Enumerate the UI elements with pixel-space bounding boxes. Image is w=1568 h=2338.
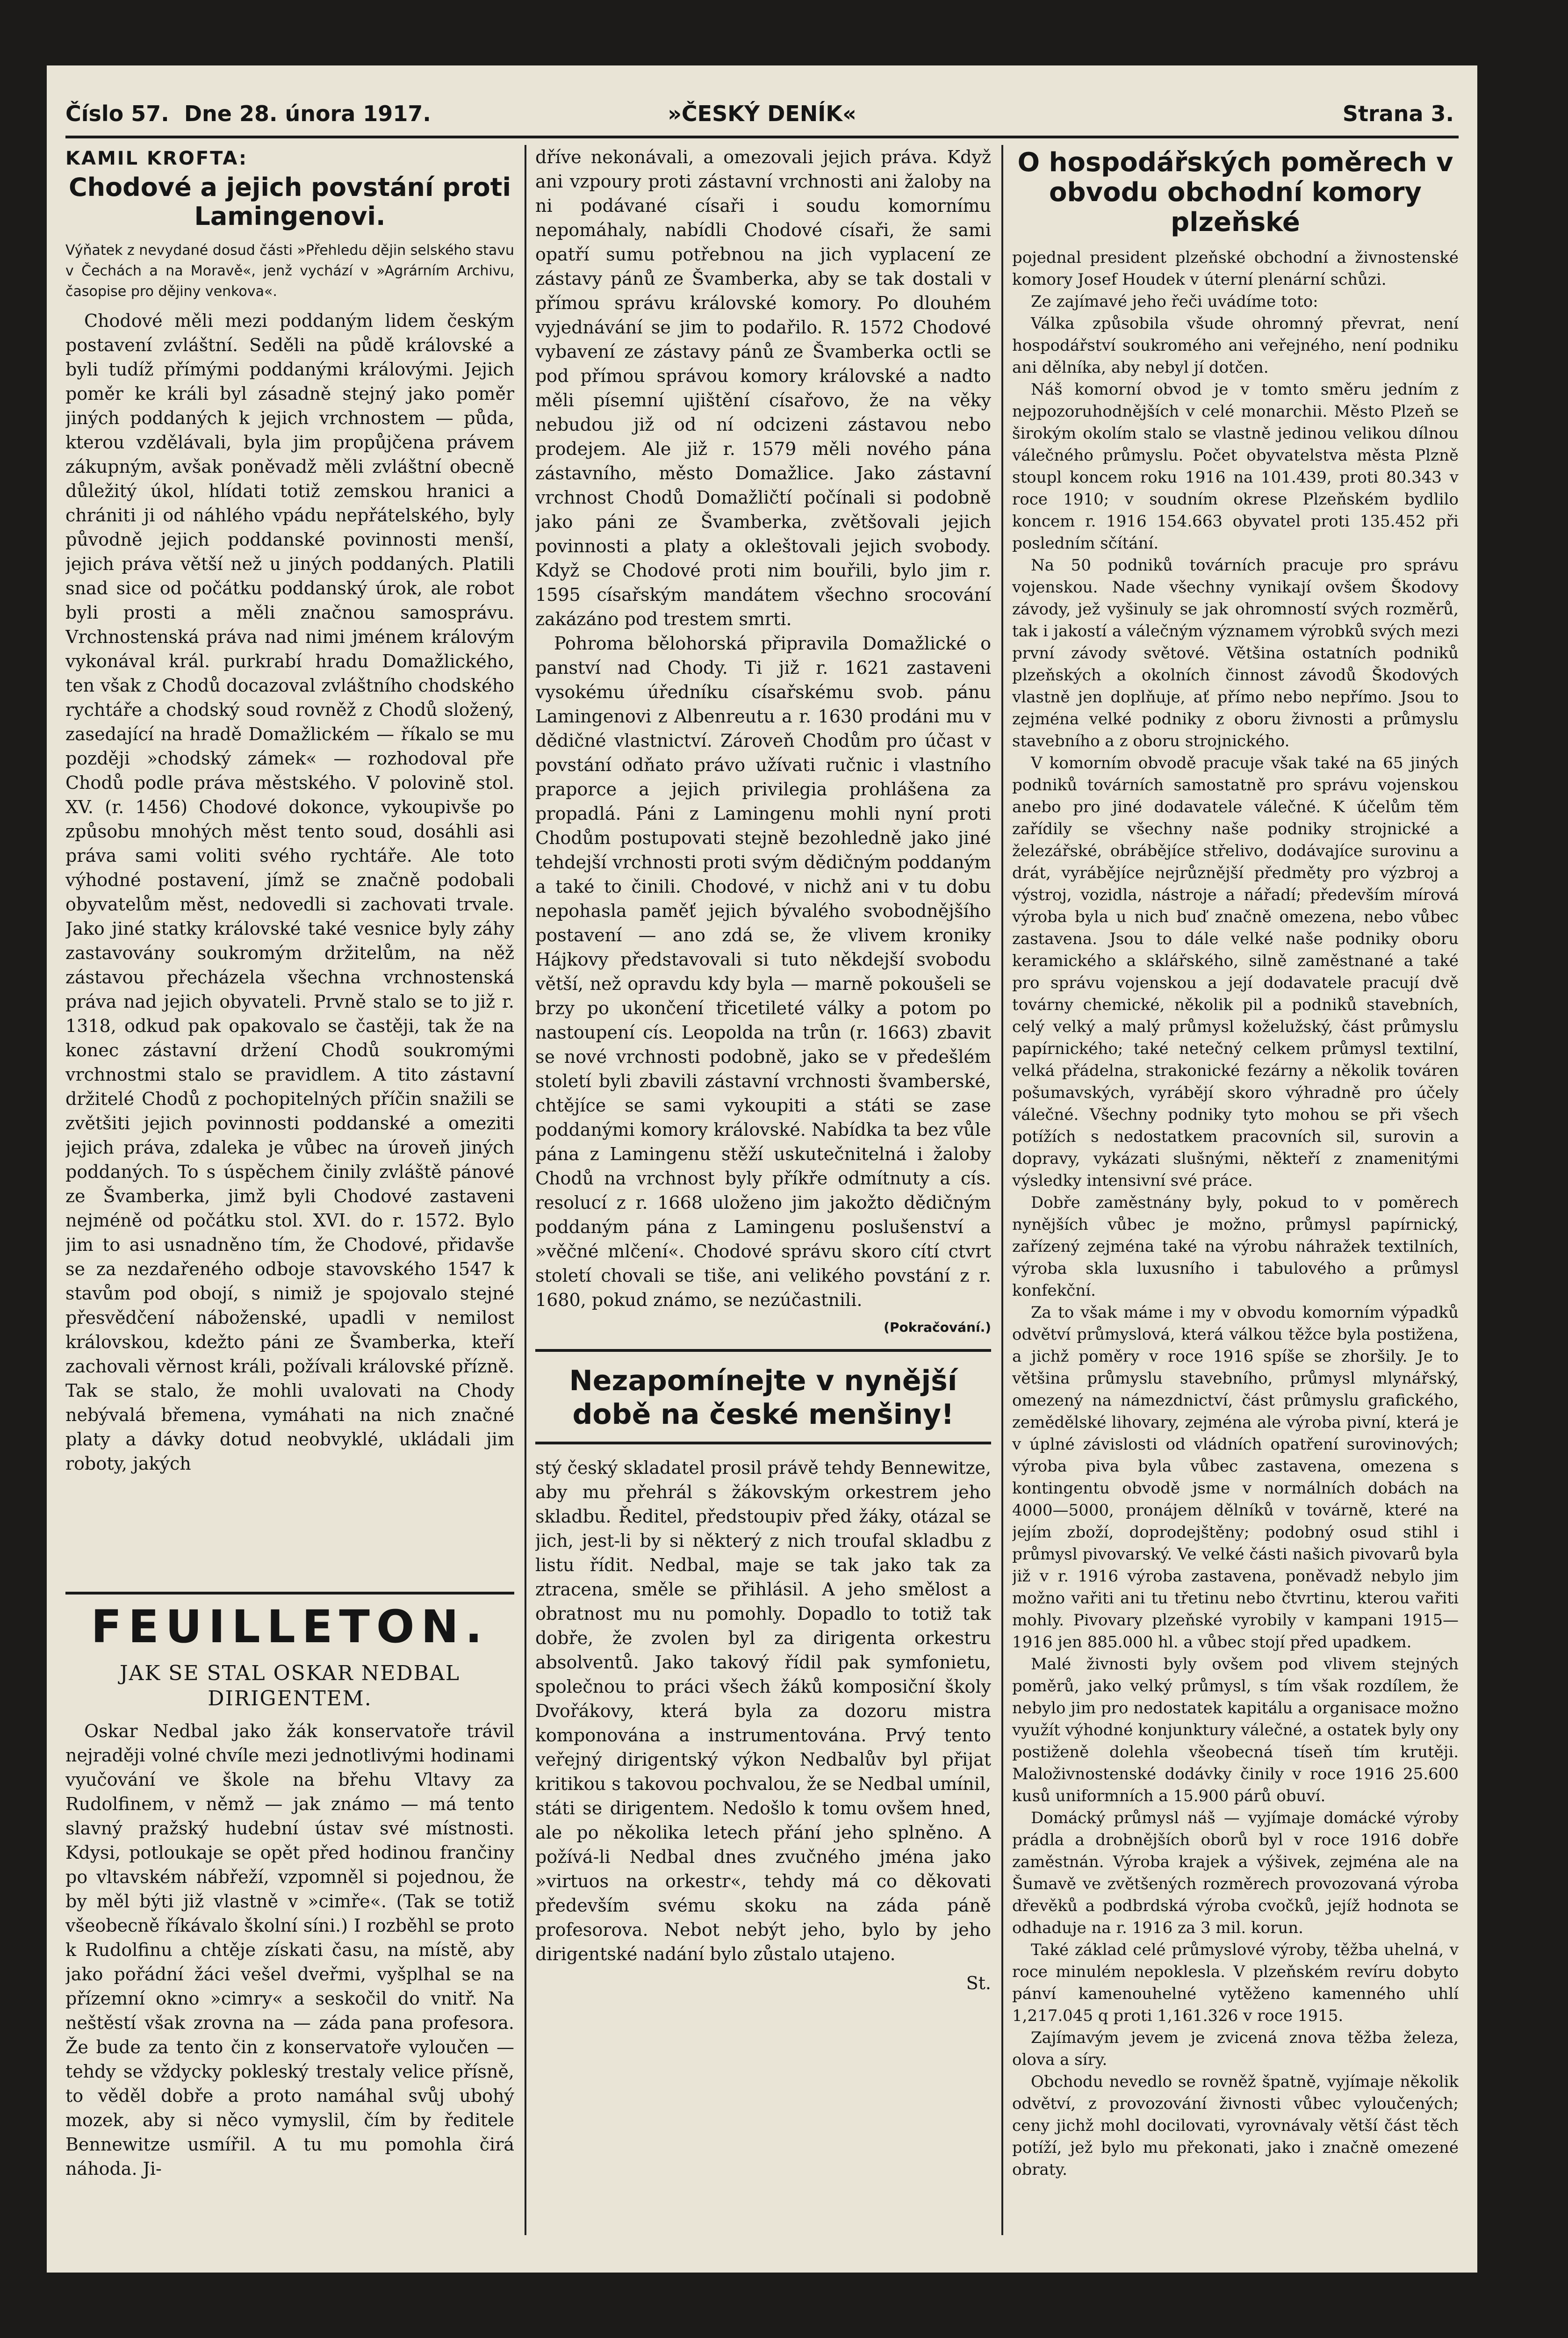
newspaper-page	[47, 65, 1477, 2273]
article-author: KAMIL KROFTA:	[65, 148, 248, 169]
economy-paragraph: Dobře zaměstnány byly, pokud to v poměrech nynějších vůbec je možno, průmysl papírnický, zařízený zejména také na výrobu náhražek textilních, výroba skla luxusního i tabulového a průmysl konfekční.	[1012, 1193, 1459, 1300]
page-number: Strana 3.	[1342, 101, 1454, 126]
economy-paragraph: Malé živnosti byly ovšem pod vlivem stejných poměrů, jako velký průmysl, s tím však rozdílem, že nebylo jim pro nedostatek kapitálu a organisace možno využít výhodné konjunktury válečné, a ostatek byly ony postiženě dolehla všeobecná tíseň tím krutěji. Maloživnostenské dodávky činily v roce 1916 25.600 kusů uniformních a 15.900 párů obuví.	[1012, 1655, 1459, 1805]
economy-paragraph: Domácký průmysl náš — vyjímaje domácké výroby prádla a drobnějších oborů byl v roce 1916 dobře zaměstnán. Výroba krajek a výšivek, zejména ale na Šumavě ve zvětšených rozměrech provozovaná výroba dřevěků a podbrdská výroba cvočků, jejíž hodnota se odhaduje na r. 1916 za 3 mil. korun.	[1012, 1809, 1459, 1937]
article-headline: Chodové a jejich povstání proti Lamingenovi.	[68, 173, 511, 231]
column-3	[1012, 145, 1459, 2235]
economy-headline: O hospodářských poměrech v obvodu obchodní komory plzeňské	[1017, 147, 1453, 238]
continued-note: (Pokračování.)	[884, 1320, 991, 1335]
economy-paragraph: Za to však máme i my v obvodu komorním výpadků odvětví průmyslová, která válkou těžce byla postižena, a jichž poměry v roce 1916 spíše se zhoršily. Je to většina průmyslu stavebního, průmysl mlynářský, omezený na námezdnictví, část průmyslu grafického, zemědělské lihovary, zejména ale výroba pivní, která je v úplné závislosti od vládních opatření surovinových; výroba piva byla vůbec zastavena, omezena s kontingentu obvodě jsme v normálních dobách na 4000—5000, pronájem dělníků v továrně, které na jejím zboží, doprodejštěny; podobný osud stihl i průmysl pivovarský. Ve velké části našich pivovarů byla již v r. 1916 výroba zastavena, poněvadž nebylo jim možno vařiti ani tu třetinu nebo čtvrtinu, kterou vařiti mohly. Pivovary plzeňské vyrobily v kampani 1915—1916 jen 885.000 hl. a vůbec stojí před upadkem.	[1012, 1303, 1459, 1652]
economy-paragraph: Náš komorní obvod je v tomto směru jedním z nejpozoruhodnějších v celé monarchii. Město Plzeň se širokým okolím stalo se vlastně jedinou velikou dílnou válečného průmyslu. Počet obyvatelstva města Plzně stoupl koncem roku 1916 na 101.439, proti 80.343 v roce 1910; v soudním okrese Plzeňském bydlilo koncem r. 1916 154.663 obyvatel proti 135.452 při posledním sčítání.	[1012, 380, 1459, 553]
feuilleton-title: JAK SE STAL OSKAR NEDBAL DIRIGENTEM.	[119, 1661, 460, 1710]
economy-paragraph: Obchodu nevedlo se rovněž špatně, vyjímaje několik odvětví, z provozování živnosti vůbec vyloučených; ceny jichž mohl docilovati, vyrovnávaly větší část těch potíží, jež bylo mu překonati, jako i značně omezené obraty.	[1012, 2072, 1459, 2179]
article-paragraph: Chodové měli mezi poddaným lidem českým postavení zvláštní. Seděli na půdě královské a byli tudíž přímými poddanými královými. Jejich poměr ke králi byl zásadně stejný jako poměr jiných poddaných k jejich vrchnostem — půda, kterou vzdělávali, byla jim propůjčena právem zákupným, avšak poněvadž měli zvláštní obecně důležitý úkol, hlídati totiž zemskou hranici a chrániti ji od náhlého vpádu nepřátelského, byly původně jejich poddanské povinnosti menší, jejich práva větší než u jiných poddaných. Platili snad sice od počátku poddanský úrok, ale robot byli prosti a měli značnou samosprávu. Vrchnostenská práva nad nimi jménem královým vykonával král. purkrabí hradu Domažlického, ten však z Chodů docazoval zvláštního chodského rychtáře a chodský soud rovněž z Chodů složený, zasedající na hradě Domažlickém — říkalo se mu později »chodský zámek« — rozhodoval pře Chodů podle práva městského. V polovině stol. XV. (r. 1456) Chodové dokonce, vykoupivše po způsobu mnohých měst tento soud, dosáhli asi práva sami voliti svého rychtáře. Ale toto výhodné postavení, jímž se značně podobali obyvatelům měst, nedovedli si zachovati trvale. Jako jiné statky královské také vesnice byly záhy zastavovány soukromým držitelům, na něž zástavou přecházela všechna vrchnostenská práva nad jejich obyvateli. Prvně stalo se to již r. 1318, odkud pak opakovalo se častěji, tak že na konec zástavní držení Chodů soukromými vrchnostmi stalo se pravidlem. A tito zástavní držitelé Chodů z pochopitelných příčin snažili se zvětšiti jejich povinnosti poddanské a omeziti jejich práva, zdaleka je vůbec na úroveň jiných poddaných. To s úspěchem činily zvláště pánové ze Švamberka, jimž byli Chodové zastaveni nejméně od počátku stol. XVI. do r. 1572. Bylo jim to asi usnadněno tím, že Chodové, přidavše se za nezdařeného odboje stavovského 1547 k stavům pod obojí, s nimiž je spojovalo stejné přesvědčení náboženské, upadli v nemilost královskou, kdežto páni ze Švamberka, kteří zachovali věrnost králi, požívali královské přízně. Tak se stalo, že mohli uvalovati na Chody nebývalá břemena, vymáhati na nich značné platy a dávky dotud neobvyklé, ukládali jim roboty, jakých	[65, 310, 514, 1474]
masthead	[65, 84, 1459, 138]
column-rule-2	[1001, 145, 1003, 2235]
economy-paragraph: pojednal president plzeňské obchodní a živnostenské komory Josef Houdek v úterní plenární schůzi.	[1012, 248, 1459, 289]
issue-number: Číslo 57. Dne 28. února 1917.	[65, 101, 431, 126]
economy-paragraph: Také základ celé průmyslové výroby, těžba uhelná, v roce minulém nepoklesla. V plzeňském revíru dobyto pánví kamenouhelné vytěženo kamenného uhlí 1,217.045 q proti 1,161.326 v roce 1915.	[1012, 1941, 1459, 2025]
feuilleton-paragraph: stý český skladatel prosil právě tehdy Bennewitze, aby mu přehrál s žákovským orkestrem jeho skladbu. Ředitel, předstoupiv před žáky, otázal se jich, jest-li by si některý z nich troufal skladbu z listu řídit. Nedbal, maje se tak jako tak za ztracena, směle se přihlásil. A jeho smělost a obratnost mu nu pomohly. Dopadlo to totiž tak dobře, že zvolen byl za dirigenta orkestru absolventů. Jako takový řídil pak symfonietu, společnou to práci všech žáků komposiční školy Dvořákovy, která byla za dozoru mistra komponována a instrumentována. Prvý tento veřejný dirigentský výkon Nedbalův byl přijat kritikou s takovou pochvalou, že se Nedbal umínil, státi se dirigentem. Nedošlo k tomu ovšem hned, ale po několika letech přání jeho splněno. A požívá-li Nedbal dnes zvučného jména jako »virtuos na orkestr«, tehdy má co děkovati především svému skoku na záda páně profesorova. Nebot nebýt jeho, bylo by jeho dirigentské nadání bylo zůstalo utajeno.	[535, 1458, 991, 1964]
article-paragraph: Pohroma bělohorská připravila Domažlické o panství nad Chody. Ti již r. 1621 zastaveni vysokému úředníku císařskému svob. pánu Lamingenovi z Albenreutu a r. 1630 prodáni mu v dědičné vlastnictví. Zároveň Chodům pro účast v povstání odňato právo užívati ručnic i vlastního praporce a jejich privilegia prohlášena za propadlá. Páni z Lamingenu mohli nyní proti Chodům postupovati stejně bezohledně jako jiné tehdejší vrchnosti proti svým dědičným poddaným a také to činili. Chodové, v nichž ani v tu dobu nepohasla paměť jejich bývalého svobodnějšího postavení — ano zdá se, že vlivem kroniky Hájkovy představovali si tuto někdejší svobodu větší, než opravdu kdy byla — marně pokoušeli se brzy po ukončení třicetileté války a potom po nastoupení cís. Leopolda na trůn (r. 1663) zbavit se nové vrchnosti podobně, jako se v předešlém století byli zbavili zástavní vrchnosti švamberské, chtějíce se sami vykoupiti a státi se zase poddanými komory královské. Nabídka ta bez vůle pána z Lamingenu stěží uskutečnitelná i žaloby Chodů na vrchnost byly příkře odmítnuty a cís. resolucí z r. 1668 uloženo jim jakožto dědičným poddaným pána z Lamingenu poslušenství a »věčné mlčení«. Chodové správu skoro cítí ctvrt století chovali se tiše, ani velikého povstání z r. 1680, pokud známo, se nezúčastnili.	[535, 633, 991, 1310]
appeal-banner: Nezapomínejte v nynější době na české menšiny!	[535, 1349, 991, 1444]
economy-paragraph: Ze zajímavé jeho řeči uvádíme toto:	[1031, 292, 1318, 311]
feuilleton-signature: St.	[966, 1973, 991, 1993]
feuilleton-paragraph: Oskar Nedbal jako žák konservatoře trávil nejraději volné chvíle mezi jednotlivými hodinami vyučování ve škole na břehu Vltavy za Rudolfinem, v němž — jak známo — má tento slavný pražský hudební ústav své místnosti. Kdysi, potloukaje se opět před hodinou frančiny po vltavském nábřeží, vzpomněl si pojednou, že by měl býti již vlastně v »cimře«. (Tak se totiž všeobecně říkávalo školní síni.) I rozběhl se proto k Rudolfinu a chtěje získati času, na místě, aby jako pořádní žáci vešel dveřmi, vyšplhal se na přízemní okno »cimry« a seskočil do vnitř. Na neštěstí však zrovna na — záda pana profesora. Že bude za tento čin z konservatoře vyloučen — tehdy se vždycky pokleský trestaly velice přísně, to věděl dobře a proto namáhal svůj ubohý mozek, aby si něco vymyslil, čím by ředitele Bennewitze usmířil. A tu mu pomohla čirá náhoda. Ji-	[65, 1721, 514, 2179]
column-rule-1	[525, 145, 526, 2235]
feuilleton-label: FEUILLETON.	[65, 1592, 514, 1652]
article-paragraph: dříve nekonávali, a omezovali jejich práva. Když ani vzpoury proti zástavní vrchnosti ani žaloby na ni podávané císaři i soudu komornímu nepomáhaly, nabídli Chodové císaři, že sami opatří sumu potřebnou na jich vyplacení ze zástavy pánů ze Švamberka, aby se tak dostali v přímou správu královské komory. Po dlouhém vyjednávání se jim to podařilo. R. 1572 Chodové vybavení ze zástavy pánů ze Švamberka octli se pod přímou správou komory královské a nadto měli písemní ujištění císařovo, že na věky nebudou již od ní odcizeni zástavou nebo prodejem. Ale již r. 1579 měli nového pána zástavního, město Domažlice. Jako zástavní vrchnost Chodů Domažličtí počínali si podobně jako páni ze Švamberka, zvětšovali jejich povinnosti a platy a okleštovali jejich svobody. Když se Chodové proti nim bouřili, bylo jim r. 1595 císařským mandátem všechno srocování zakázáno pod trestem smrti.	[535, 147, 991, 629]
economy-paragraph: Zajímavým jevem je zvicená znova těžba železa, olova a síry.	[1012, 2028, 1459, 2069]
economy-paragraph: Válka způsobila všude ohromný převrat, není hospodářství soukromého ani veřejného, není podniku ani dělníka, aby nebyl jí dotčen.	[1012, 314, 1459, 377]
economy-paragraph: V komorním obvodě pracuje však také na 65 jiných podniků továrních samostatně pro správu vojenskou anebo pro jiné dodavatele válečné. K účelům těm zařídily se všechny naše podniky strojnické a železářské, obrábějíce střelivo, dodávajíce surovinu a drát, vyrábějíce nejrůznější předměty pro výzbroj a výstroj, vozidla, nástroje a nářadí; především mírová výroba byla u nich buď značně omezena, nebo vůbec zastavena. Jsou to dále velké naše podniky oboru keramického a sklářského, silně zaměstnané a také pro správu vojenskou a její dodavatele pracují dvě továrny chemické, několik pil a podniků stavebních, celý velký a malý průmysl koželužský, část průmyslu papírnického; také netečný celkem průmysl textilní, velká přádelna, strakonické fezárny a několik továren pošumavských, vyrábějí skoro výhradně pro účely válečné. Všechny podniky tyto mohou se při všech potížích s nedostatkem pracovních sil, surovin a dopravy, vykázati slušnými, někteří z znamenitými výsledky intensivní své práce.	[1012, 754, 1459, 1190]
column-2	[535, 145, 991, 2235]
economy-paragraph: Na 50 podniků továrních pracuje pro správu vojenskou. Nade všechny vynikají ovšem Škodovy závody, jež vyšinuly se jak ohromností svých rozměrů, tak i jakostí a válečným významem výrobků svých mezi první závody světové. Většina ostatních podniků plzeňských a okolních činnost závodů Škodových vlastně jen doplňuje, ať přímo nebo nepřímo. Jsou to zejména velké podniky z oboru živnosti a průmyslu stavebního a z oboru strojnického.	[1012, 556, 1459, 750]
article-lead: Výňatek z nevydané dosud části »Přehledu dějin selského stavu v Čechách a na Moravě«, jenž vychází v »Agrárním Archivu, časopise pro dějiny venkova«.	[65, 242, 514, 300]
paper-name: »ČESKÝ DENÍK«	[668, 101, 856, 126]
column-1	[65, 145, 514, 2235]
